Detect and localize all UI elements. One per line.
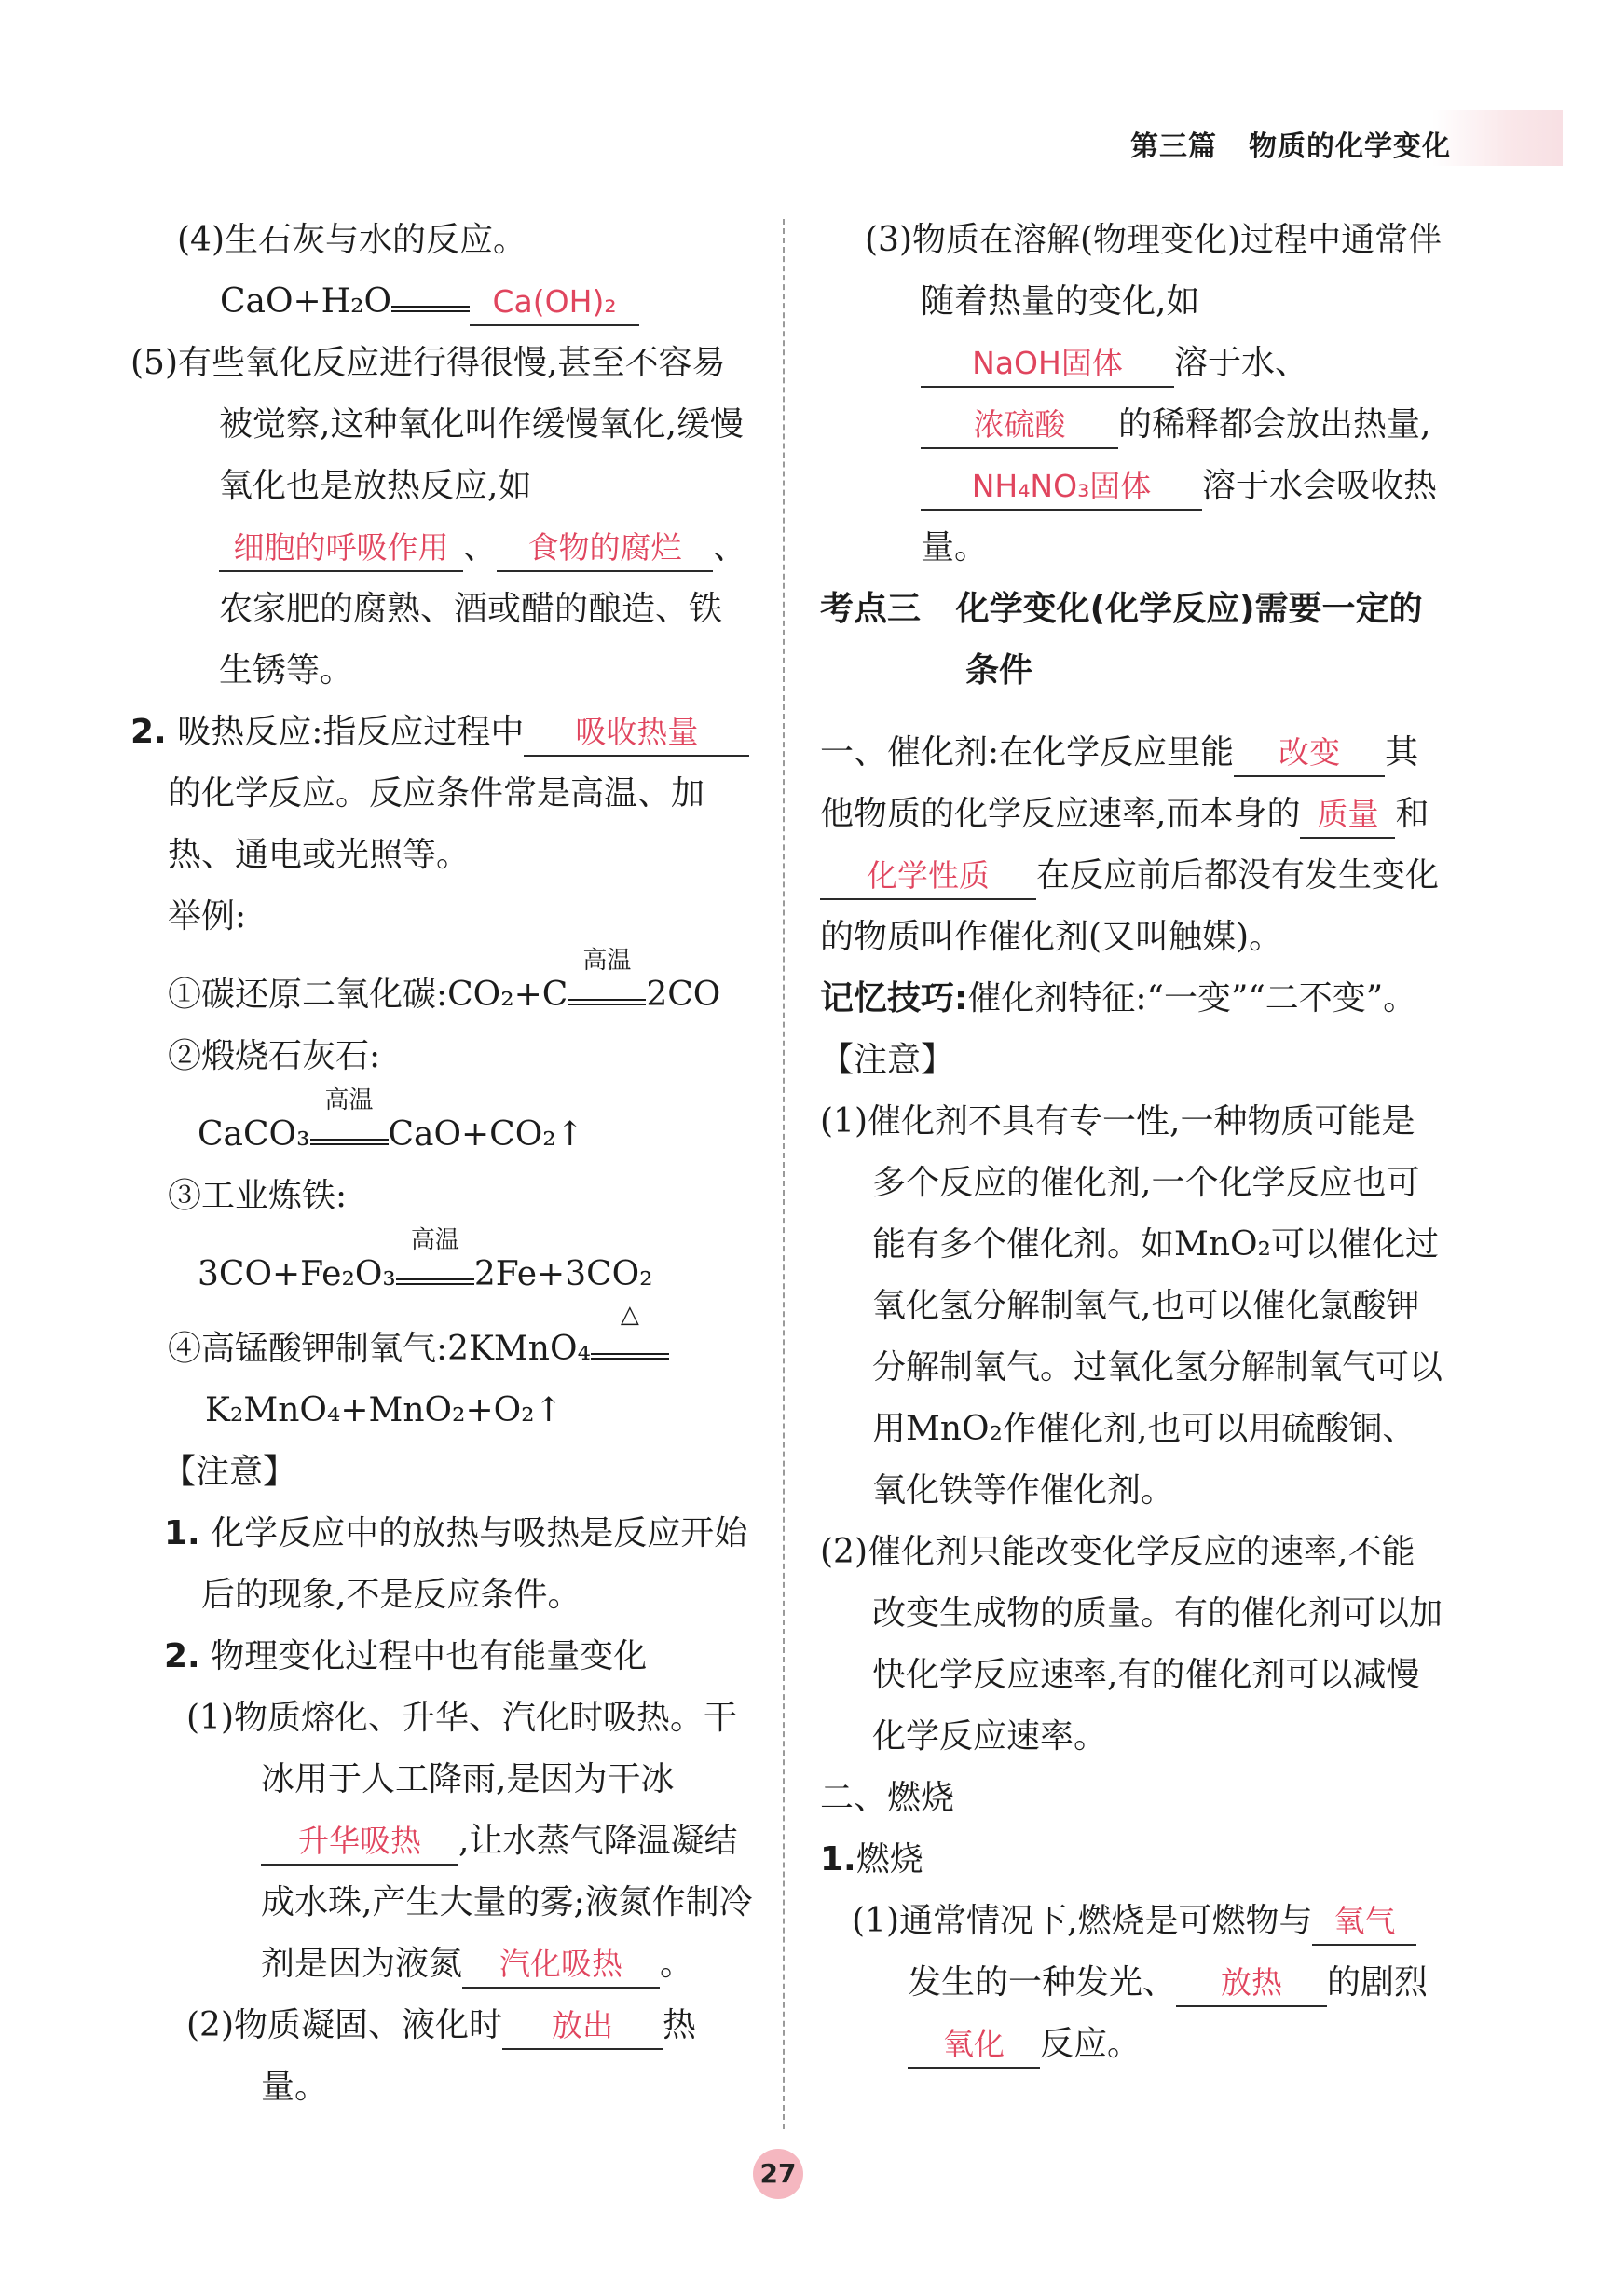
catalyst-paragraph — [820, 722, 1443, 968]
item-5-text: (5)有些氧化反应进行得很慢,甚至不容易被觉察,这种氧化叫作缓慢氧化,缓慢氧化也是放热反应,如 — [130, 344, 744, 505]
note-heading: 【注意】 — [820, 1041, 955, 1079]
item-3-text-c: 的稀释都会放出热量, — [1118, 405, 1431, 444]
item-5-paragraph — [130, 333, 755, 702]
catalyst-note-1: (1)催化剂不具有专一性,一种物质可能是多个反应的催化剂,一个化学反应也可能有多个催化剂。如MnO₂可以催化过氧化氢分解制氧气,也可以催化氯酸钾分解制氧气。过氧化氢分解制氧气可以用MnO₂作催化剂,也可以用硫酸铜、氧化铁等作催化剂。 — [820, 1102, 1443, 1510]
item-4-heading: (4)生石灰与水的反应。 — [177, 221, 526, 259]
equation-left: ④高锰酸钾制氧气:2KMnO₄ — [168, 1330, 591, 1368]
note-2-item-2 — [130, 1995, 755, 2118]
point-2-paragraph — [130, 702, 755, 886]
key-point-title: 化学变化(化学反应)需要一定的条件 — [955, 590, 1423, 690]
combustion-text-c: 的剧烈 — [1327, 1963, 1429, 2002]
equation-left: CaO+H₂O — [220, 282, 392, 321]
note-1 — [130, 1503, 755, 1626]
part-label: 第三篇 — [1130, 130, 1217, 163]
note-number: 2. — [164, 1637, 200, 1675]
point-2-text-tail: 的化学反应。反应条件常是高温、加热、通电或光照等。 — [168, 774, 705, 874]
equation-left: 3CO+Fe₂O₃ — [198, 1255, 396, 1293]
answer-blank: 氧化 — [908, 2022, 1040, 2069]
header-decoration — [1432, 110, 1563, 166]
combustion-heading: 二、燃烧 — [820, 1779, 955, 1817]
example-4-equation — [130, 1301, 755, 1380]
note-2-item-2-tail: 热量。 — [261, 2006, 697, 2106]
left-column — [130, 210, 755, 2118]
catalyst-note-2: (2)催化剂只能改变化学反应的速率,不能改变生成物的质量。有的催化剂可以加快化学反应速率,有的催化剂可以减慢化学反应速率。 — [820, 1533, 1443, 1756]
example-3-equation — [130, 1226, 755, 1305]
item-4-equation — [130, 271, 755, 333]
memory-tip — [820, 968, 1443, 1030]
answer-blank: 改变 — [1234, 731, 1385, 777]
combustion-text: (1)通常情况下,燃烧是可燃物与 — [852, 1902, 1313, 1940]
item-3-text-d: 溶于水会吸收热量。 — [921, 467, 1438, 567]
answer-blank: 放热 — [1176, 1961, 1327, 2007]
answer-blank: 氧气 — [1312, 1899, 1416, 1946]
subheading-number: 1. — [820, 1840, 856, 1879]
example-label: 举例: — [168, 897, 247, 936]
equation-right: 2Fe+3CO₂ — [473, 1255, 653, 1293]
note-2-item-1-text: (1)物质熔化、升华、汽化时吸热。干冰用于人工降雨,是因为干冰 — [186, 1699, 737, 1798]
running-header — [1130, 123, 1451, 164]
catalyst-text: 一、催化剂:在化学反应里能 — [820, 733, 1235, 772]
combustion-subheading — [820, 1829, 1443, 1891]
answer-blank: 质量 — [1300, 792, 1395, 839]
answer-blank: 放出 — [502, 2003, 663, 2050]
example-3-label: ③工业炼铁: — [168, 1177, 348, 1215]
reaction-condition: 高温 — [310, 1118, 389, 1145]
subheading-text: 燃烧 — [855, 1840, 923, 1879]
answer-blank: 汽化吸热 — [462, 1942, 660, 1988]
reaction-condition: 高温 — [568, 978, 646, 1005]
note-2-text: 物理变化过程中也有能量变化 — [211, 1637, 648, 1675]
equals-sign — [391, 285, 470, 312]
catalyst-text-c: 和 — [1395, 795, 1429, 833]
note-2-item-2-text: (2)物质凝固、液化时 — [186, 2006, 502, 2044]
period: 。 — [660, 1945, 694, 1983]
answer-blank: 浓硫酸 — [921, 403, 1118, 449]
example-2-label: ②煅烧石灰石: — [168, 1037, 381, 1075]
equation-right: 2CO — [646, 976, 721, 1014]
note-heading: 【注意】 — [162, 1453, 297, 1491]
answer-blank: 化学性质 — [820, 854, 1036, 900]
reaction-condition: △ — [591, 1332, 669, 1360]
answer-blank: NH₄NO₃固体 — [921, 464, 1202, 511]
note-2-item-1 — [130, 1688, 755, 1995]
catalyst-text-d: 在反应前后都没有发生变化的物质叫作催化剂(又叫触媒)。 — [820, 856, 1440, 956]
note-1-text: 化学反应中的放热与吸热是反应开始后的现象,不是反应条件。 — [201, 1514, 748, 1614]
equation-right: CaO+CO₂↑ — [388, 1115, 584, 1154]
note-number: 1. — [164, 1514, 200, 1552]
item-3-text: (3)物质在溶解(物理变化)过程中通常伴随着热量的变化,如 — [865, 221, 1443, 321]
key-point-3-heading — [820, 579, 1443, 702]
example-2-equation — [130, 1086, 755, 1166]
item-3-paragraph — [820, 210, 1443, 579]
equation-left: ①碳还原二氧化碳:CO₂+C — [168, 976, 568, 1014]
example-4-equation-right: K₂MnO₄+MnO₂+O₂↑ — [205, 1391, 563, 1429]
answer-blank: 细胞的呼吸作用 — [219, 526, 463, 572]
combustion-definition — [820, 1891, 1443, 2075]
right-column — [820, 210, 1443, 2075]
answer-blank: 吸收热量 — [524, 710, 749, 757]
separator: 、 — [463, 528, 498, 567]
answer-blank: Ca(OH)₂ — [470, 280, 639, 326]
catalyst-text-b: 其他物质的化学反应速率,而本身的 — [820, 733, 1419, 833]
item-3-text-b: 溶于水、 — [1174, 344, 1309, 382]
note-2-item-1-text-mid: ,让水蒸气降温凝结成水珠,产生大量的雾;液氮作制冷剂是因为液氮 — [261, 1822, 753, 1983]
reaction-condition: 高温 — [396, 1258, 474, 1285]
example-1-equation — [130, 947, 755, 1026]
answer-blank: 升华吸热 — [261, 1819, 458, 1866]
column-divider — [783, 219, 785, 2129]
item-5-text-tail: 、农家肥的腐熟、酒或醋的酿造、铁生锈等。 — [219, 528, 747, 690]
point-number: 2. — [130, 713, 167, 751]
memory-tip-label: 记忆技巧: — [820, 979, 968, 1018]
memory-tip-text: 催化剂特征:“一变”“二不变”。 — [967, 979, 1417, 1018]
answer-blank: 食物的腐烂 — [497, 526, 713, 572]
note-2 — [130, 1626, 755, 1688]
chapter-title: 物质的化学变化 — [1249, 130, 1451, 163]
equation-left: CaCO₃ — [198, 1115, 310, 1154]
answer-blank: NaOH固体 — [921, 341, 1174, 388]
key-point-label: 考点三 — [820, 590, 922, 628]
page-number: 27 — [753, 2149, 803, 2199]
point-2-text: 吸热反应:指反应过程中 — [177, 713, 525, 751]
combustion-text-b: 发生的一种发光、 — [908, 1963, 1177, 2002]
combustion-text-d: 反应。 — [1040, 2025, 1142, 2063]
